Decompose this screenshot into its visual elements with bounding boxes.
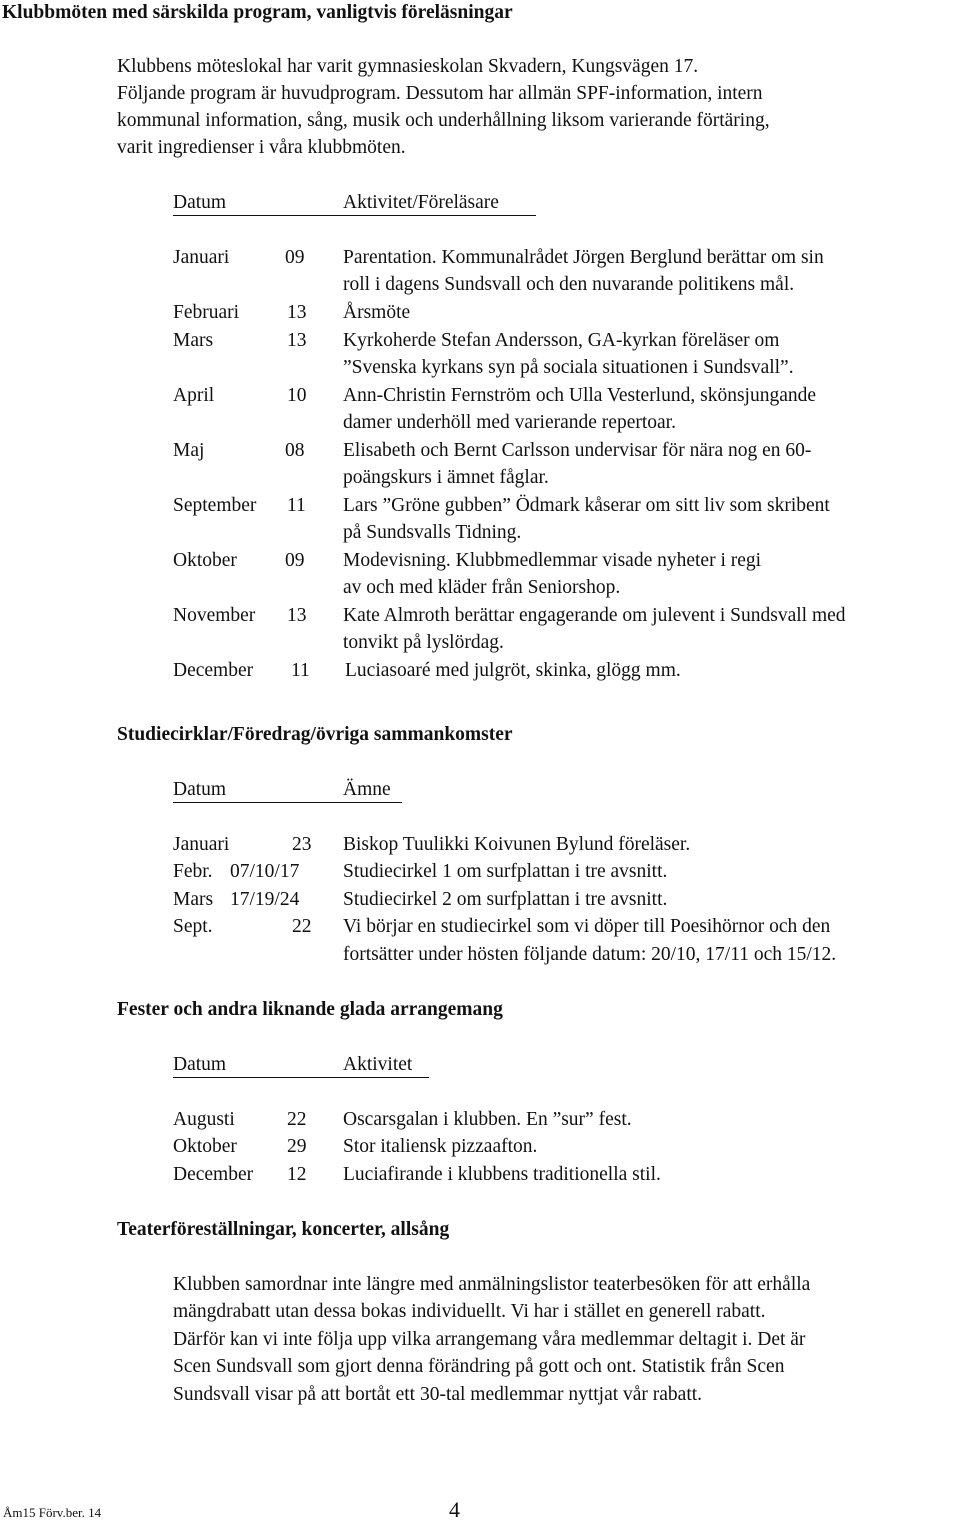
row-activity: Oscarsgalan i klubben. En ”sur” fest. bbox=[343, 1109, 632, 1130]
row-activity: Ann-Christin Fernström och Ulla Vesterlund, skönsjungande bbox=[343, 385, 817, 406]
row-activity: Kate Almroth berättar engagerande om julevent i Sundsvall med bbox=[343, 605, 846, 626]
row-month: Februari bbox=[173, 302, 240, 323]
column-header-date: Datum bbox=[173, 1054, 227, 1075]
row-activity: Studiecirkel 1 om surfplattan i tre avsnitt. bbox=[343, 861, 668, 882]
row-month: Januari bbox=[173, 247, 230, 268]
row-day: 07/10/17 bbox=[230, 861, 300, 882]
page-number: 4 bbox=[449, 1497, 460, 1522]
row-month: Febr. bbox=[173, 861, 213, 882]
row-month: Mars bbox=[173, 889, 214, 910]
row-activity-cont: ”Svenska kyrkans syn på sociala situationen i Sundsvall”. bbox=[343, 357, 794, 378]
row-activity: Luciafirande i klubbens traditionella stil. bbox=[343, 1164, 661, 1185]
row-activity: Parentation. Kommunalrådet Jörgen Berglund berättar om sin bbox=[343, 247, 824, 268]
row-day: 11 bbox=[287, 495, 306, 516]
row-activity-cont: roll i dagens Sundsvall och den nuvarande politikens mål. bbox=[343, 274, 795, 295]
row-day: 11 bbox=[291, 660, 310, 681]
row-month: Oktober bbox=[173, 1136, 237, 1157]
row-activity-cont: damer underhöll med varierande repertoar. bbox=[343, 412, 676, 433]
row-month: April bbox=[173, 385, 215, 406]
row-activity: Biskop Tuulikki Koivunen Bylund föreläser. bbox=[343, 834, 691, 855]
row-activity: Studiecirkel 2 om surfplattan i tre avsnitt. bbox=[343, 889, 668, 910]
row-day: 17/19/24 bbox=[230, 889, 300, 910]
row-month: Maj bbox=[173, 440, 205, 461]
row-activity: Lars ”Gröne gubben” Ödmark kåserar om sitt liv som skribent bbox=[343, 495, 830, 516]
row-day: 08 bbox=[285, 440, 305, 461]
row-month: Januari bbox=[173, 834, 230, 855]
footer-doc-id: Åm15 Förv.ber. 14 bbox=[3, 1505, 102, 1520]
row-month: Mars bbox=[173, 330, 214, 351]
column-header-activity: Aktivitet bbox=[343, 1054, 413, 1075]
column-header-underline bbox=[173, 1077, 429, 1078]
row-activity: Modevisning. Klubbmedlemmar visade nyheter i regi bbox=[343, 550, 762, 571]
row-activity: Luciasoaré med julgröt, skinka, glögg mm. bbox=[345, 660, 681, 681]
section-heading-meetings: Klubbmöten med särskilda program, vanligtvis föreläsningar bbox=[2, 2, 513, 23]
row-day: 13 bbox=[287, 302, 307, 323]
row-month: November bbox=[173, 605, 256, 626]
row-day: 10 bbox=[287, 385, 307, 406]
row-day: 09 bbox=[285, 247, 305, 268]
row-activity-cont: poängskurs i ämnet fåglar. bbox=[343, 467, 549, 488]
column-header-date: Datum bbox=[173, 192, 227, 213]
row-day: 22 bbox=[292, 916, 312, 937]
row-month: September bbox=[173, 495, 257, 516]
row-month: December bbox=[173, 660, 254, 681]
intro-line: Klubbens möteslokal har varit gymnasieskolan Skvadern, Kungsvägen 17. bbox=[117, 56, 699, 77]
row-day: 23 bbox=[292, 834, 312, 855]
intro-line: varit ingredienser i våra klubbmöten. bbox=[117, 137, 406, 158]
row-day: 13 bbox=[287, 330, 307, 351]
row-month: Oktober bbox=[173, 550, 237, 571]
row-month: December bbox=[173, 1164, 254, 1185]
row-activity: Kyrkoherde Stefan Andersson, GA-kyrkan föreläser om bbox=[343, 330, 780, 351]
row-day: 09 bbox=[285, 550, 305, 571]
row-day: 29 bbox=[287, 1136, 307, 1157]
paragraph-line: Därför kan vi inte följa upp vilka arrangemang våra medlemmar deltagit i. Det är bbox=[173, 1329, 806, 1350]
intro-line: Följande program är huvudprogram. Dessutom har allmän SPF-information, intern bbox=[117, 83, 763, 104]
paragraph-line: mängdrabatt utan dessa bokas individuellt. Vi har i stället en generell rabatt. bbox=[173, 1301, 766, 1322]
row-day: 13 bbox=[287, 605, 307, 626]
paragraph-line: Klubben samordnar inte längre med anmälningslistor teaterbesöken för att erhålla bbox=[173, 1274, 811, 1295]
column-header-activity: Aktivitet/Föreläsare bbox=[343, 192, 499, 213]
row-day: 12 bbox=[287, 1164, 307, 1185]
section-heading-theatre: Teaterföreställningar, koncerter, allsång bbox=[117, 1219, 450, 1240]
row-activity-cont: tonvikt på lyslördag. bbox=[343, 632, 504, 653]
column-header-underline bbox=[173, 802, 402, 803]
row-activity-cont: på Sundsvalls Tidning. bbox=[343, 522, 522, 543]
row-month: Sept. bbox=[173, 916, 213, 937]
column-header-subject: Ämne bbox=[343, 779, 391, 800]
row-activity: Vi börjar en studiecirkel som vi döper till Poesihörnor och den bbox=[343, 916, 831, 937]
row-activity: Årsmöte bbox=[343, 302, 411, 323]
row-activity-cont: fortsätter under hösten följande datum: 20/10, 17/11 och 15/12. bbox=[343, 944, 837, 965]
row-activity-cont: av och med kläder från Seniorshop. bbox=[343, 577, 621, 598]
row-activity: Elisabeth och Bernt Carlsson undervisar för nära nog en 60- bbox=[343, 440, 812, 461]
intro-line: kommunal information, sång, musik och underhållning liksom varierande förtäring, bbox=[117, 110, 770, 131]
row-activity: Stor italiensk pizzaafton. bbox=[343, 1136, 538, 1157]
paragraph-line: Sundsvall visar på att bortåt ett 30-tal medlemmar nyttjat vår rabatt. bbox=[173, 1384, 703, 1405]
column-header-date: Datum bbox=[173, 779, 227, 800]
paragraph-line: Scen Sundsvall som gjort denna förändring på gott och ont. Statistik från Scen bbox=[173, 1356, 785, 1377]
row-day: 22 bbox=[287, 1109, 307, 1130]
section-heading-study-circles: Studiecirklar/Föredrag/övriga sammankomster bbox=[117, 724, 513, 745]
row-month: Augusti bbox=[173, 1109, 235, 1130]
column-header-underline bbox=[173, 215, 536, 216]
section-heading-parties: Fester och andra liknande glada arrangemang bbox=[117, 999, 503, 1020]
